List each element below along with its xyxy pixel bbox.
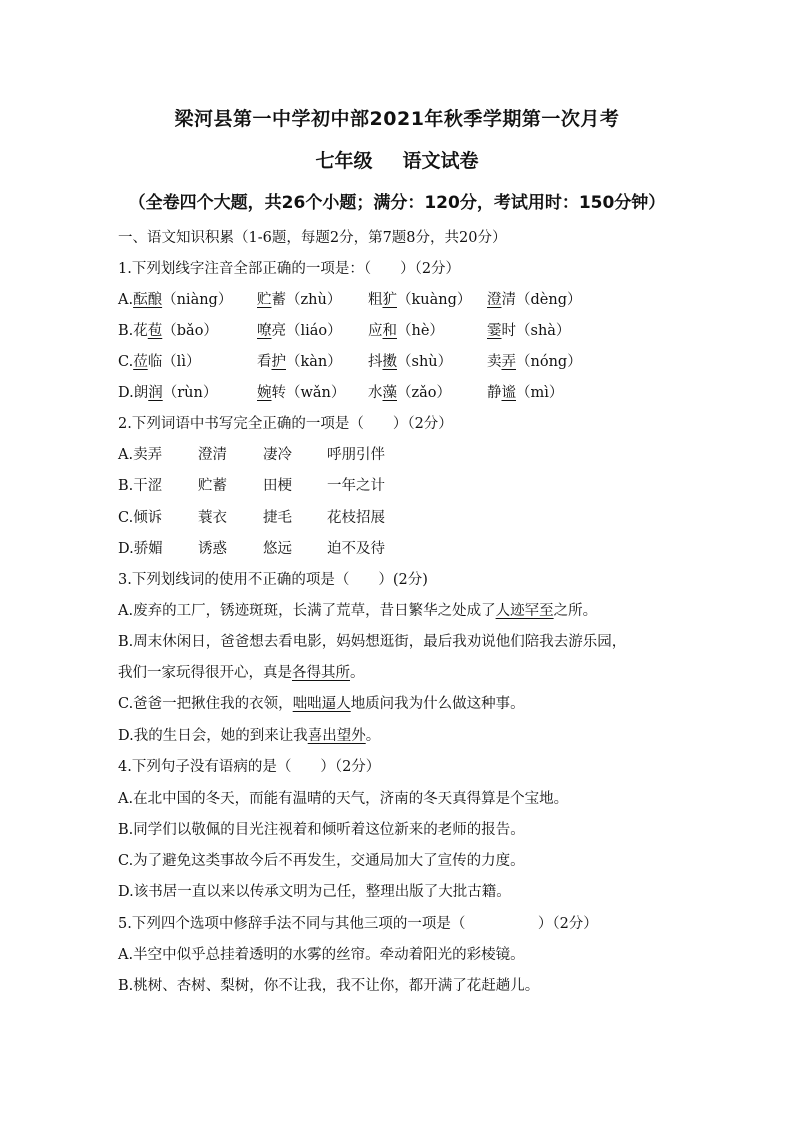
word-item (198, 445, 227, 465)
word-item (263, 476, 292, 496)
option-text: 。 (365, 728, 381, 744)
pinyin-item (487, 321, 570, 341)
underlined-char: 藻 (382, 385, 397, 401)
underlined-char: 润 (148, 385, 163, 401)
pinyin-item (368, 352, 452, 372)
word-item (327, 476, 385, 496)
word-item (198, 476, 227, 496)
question-1-stem: 1.下列划线字注音全部正确的一项是：（ ）（2分） (118, 261, 461, 277)
option-letter: D. (118, 385, 134, 401)
word-text: 迫不及待 (327, 541, 385, 557)
item-text: 亮（liáo） (271, 323, 342, 339)
underlined-char: 弄 (501, 354, 516, 370)
option-letter: A. (118, 292, 134, 308)
item-text: （hè） (397, 323, 444, 339)
option-letter: C. (118, 510, 134, 526)
option-letter: D. (118, 541, 134, 557)
item-text: 抖 (368, 354, 383, 370)
pinyin-item (487, 352, 582, 372)
option-text: A.废弃的工厂，锈迹斑斑，长满了荒草，昔日繁华之处成了 (118, 603, 496, 619)
item-text: （mì） (516, 385, 564, 401)
word-text: 凄冷 (263, 447, 292, 463)
item-text: 粗 (368, 292, 383, 308)
underlined-char: 酝酿 (133, 292, 163, 308)
item-text: 转（wǎn） (271, 385, 346, 401)
word-item (118, 539, 163, 559)
word-item (263, 508, 292, 528)
item-text: （kuàng） (397, 292, 472, 308)
word-item (198, 539, 227, 559)
underlined-phrase: 喜出望外 (307, 728, 366, 744)
option-text: 之所。 (553, 603, 598, 619)
subject-label: 语文试卷 (402, 150, 479, 172)
item-text: 水 (368, 385, 383, 401)
question-2-stem: 2.下列词语中书写完全正确的一项是（ ）（2分） (118, 416, 453, 432)
pinyin-item (368, 321, 444, 341)
pinyin-item (118, 290, 232, 310)
underlined-char: 婉 (257, 385, 272, 401)
word-item (263, 445, 292, 465)
word-text: 呼朋引伴 (327, 447, 385, 463)
pinyin-item (257, 352, 342, 372)
underlined-char: 莅 (133, 354, 148, 370)
word-item (118, 476, 162, 496)
pinyin-item (257, 383, 345, 403)
underlined-phrase: 咄咄逼人 (292, 696, 351, 712)
word-text: 澄清 (198, 447, 227, 463)
option-letter: A. (118, 447, 134, 463)
item-text: （shù） (397, 354, 453, 370)
option-text: 地质问我为什么做这种事。 (350, 696, 525, 712)
exam-info: （全卷四个大题，共26个小题；满分：120分，考试用时：150分钟） (128, 193, 666, 213)
question-3-option-c (118, 694, 525, 714)
underlined-char: 霎 (487, 323, 502, 339)
word-text: 干涩 (133, 478, 163, 494)
option-text: C.爸爸一把揪住我的衣领， (118, 696, 293, 712)
underlined-char: 贮 (257, 292, 272, 308)
word-item (118, 445, 162, 465)
underlined-char: 嘹 (257, 323, 272, 339)
question-4-option: C.为了避免这类事故今后不再发生，交通局加大了宣传的力度。 (118, 853, 525, 869)
word-item (327, 539, 385, 559)
item-text: 看 (257, 354, 272, 370)
item-text: （kàn） (286, 354, 342, 370)
underlined-phrase: 各得其所 (292, 665, 350, 681)
item-text: （rùn） (162, 385, 218, 401)
underlined-char: 擞 (382, 354, 397, 370)
item-text: （bǎo） (162, 323, 218, 339)
item-text: 蓄（zhù） (271, 292, 342, 308)
word-item (198, 508, 227, 528)
question-4-stem: 4.下列句子没有语病的是（ ）（2分） (118, 759, 381, 775)
item-text: （zǎo） (397, 385, 452, 401)
pinyin-item (257, 321, 342, 341)
option-text: 我们一家玩得很开心，真是 (118, 665, 292, 681)
item-text: 静 (487, 385, 502, 401)
pinyin-item (118, 321, 218, 341)
question-4-option: D.该书居一直以来以传承文明为己任，整理出版了大批古籍。 (118, 884, 511, 900)
option-letter: B. (118, 478, 134, 494)
word-item (327, 508, 385, 528)
underlined-char: 和 (382, 323, 397, 339)
item-text: 卖 (487, 354, 502, 370)
word-text: 悠远 (263, 541, 292, 557)
pinyin-item (487, 383, 563, 403)
question-3-option-d (118, 726, 380, 746)
option-letter: C. (118, 354, 134, 370)
item-text: 朗 (133, 385, 149, 401)
word-text: 诱惑 (198, 541, 227, 557)
section-heading: 一、语文知识积累（1-6题，每题2分，第7题8分，共20分） (118, 230, 507, 246)
item-text: 临（lì） (147, 354, 201, 370)
question-3-option-b-line1: B.周末休闲日，爸爸想去看电影，妈妈想逛街，最后我劝说他们陪我去游乐园， (118, 634, 627, 650)
item-text: （niàng） (162, 292, 233, 308)
item-text: 清（dèng） (501, 292, 582, 308)
pinyin-item (118, 352, 200, 372)
word-item (118, 508, 162, 528)
underlined-phrase: 人迹罕至 (495, 603, 554, 619)
question-5-stem: 5.下列四个选项中修辞手法不同与其他三项的一项是（ ）（2分） (118, 916, 598, 932)
word-text: 倾诉 (133, 510, 163, 526)
question-3-stem: 3.下列划线词的使用不正确的项是（ ）(2分) (118, 572, 428, 588)
underlined-char: 澄 (487, 292, 502, 308)
question-4-option: B.同学们以敬佩的目光注视着和倾听着这位新来的老师的报告。 (118, 822, 525, 838)
item-text: 花 (133, 323, 148, 339)
word-text: 捷毛 (263, 510, 292, 526)
exam-title: 梁河县第一中学初中部2021年秋季学期第一次月考 (174, 108, 620, 130)
pinyin-item (257, 290, 341, 310)
word-text: 卖弄 (133, 447, 163, 463)
option-text: D.我的生日会，她的到来让我 (118, 728, 308, 744)
question-5-option: A.半空中似乎总挂着透明的水雾的丝帘。牵动着阳光的彩棱镜。 (118, 947, 525, 963)
underlined-char: 苞 (147, 323, 163, 339)
word-text: 花枝招展 (327, 510, 385, 526)
word-text: 一年之计 (327, 478, 385, 494)
question-3-option-a (118, 601, 597, 621)
pinyin-item (487, 290, 581, 310)
word-text: 田梗 (263, 478, 292, 494)
item-text: 应 (368, 323, 383, 339)
word-text: 贮蓄 (198, 478, 227, 494)
underlined-char: 谧 (501, 385, 516, 401)
underlined-char: 犷 (382, 292, 397, 308)
option-text: 。 (350, 665, 365, 681)
word-item (327, 445, 385, 465)
option-letter: B. (118, 323, 134, 339)
word-item (263, 539, 292, 559)
exam-subtitle (0, 146, 794, 173)
pinyin-item (368, 383, 451, 403)
word-text: 蓑衣 (198, 510, 227, 526)
word-text: 骄媚 (133, 541, 163, 557)
question-3-option-b-line2 (118, 663, 365, 683)
question-5-option: B.桃树、杏树、梨树，你不让我，我不让你，都开满了花赶趟儿。 (118, 978, 540, 994)
grade-label: 七年级 (315, 150, 373, 172)
underlined-char: 护 (271, 354, 286, 370)
item-text: 时（shà） (501, 323, 571, 339)
pinyin-item (368, 290, 471, 310)
question-4-option: A.在北中国的冬天，而能有温晴的天气，济南的冬天真得算是个宝地。 (118, 791, 569, 807)
pinyin-item (118, 383, 217, 403)
item-text: （nóng） (516, 354, 582, 370)
